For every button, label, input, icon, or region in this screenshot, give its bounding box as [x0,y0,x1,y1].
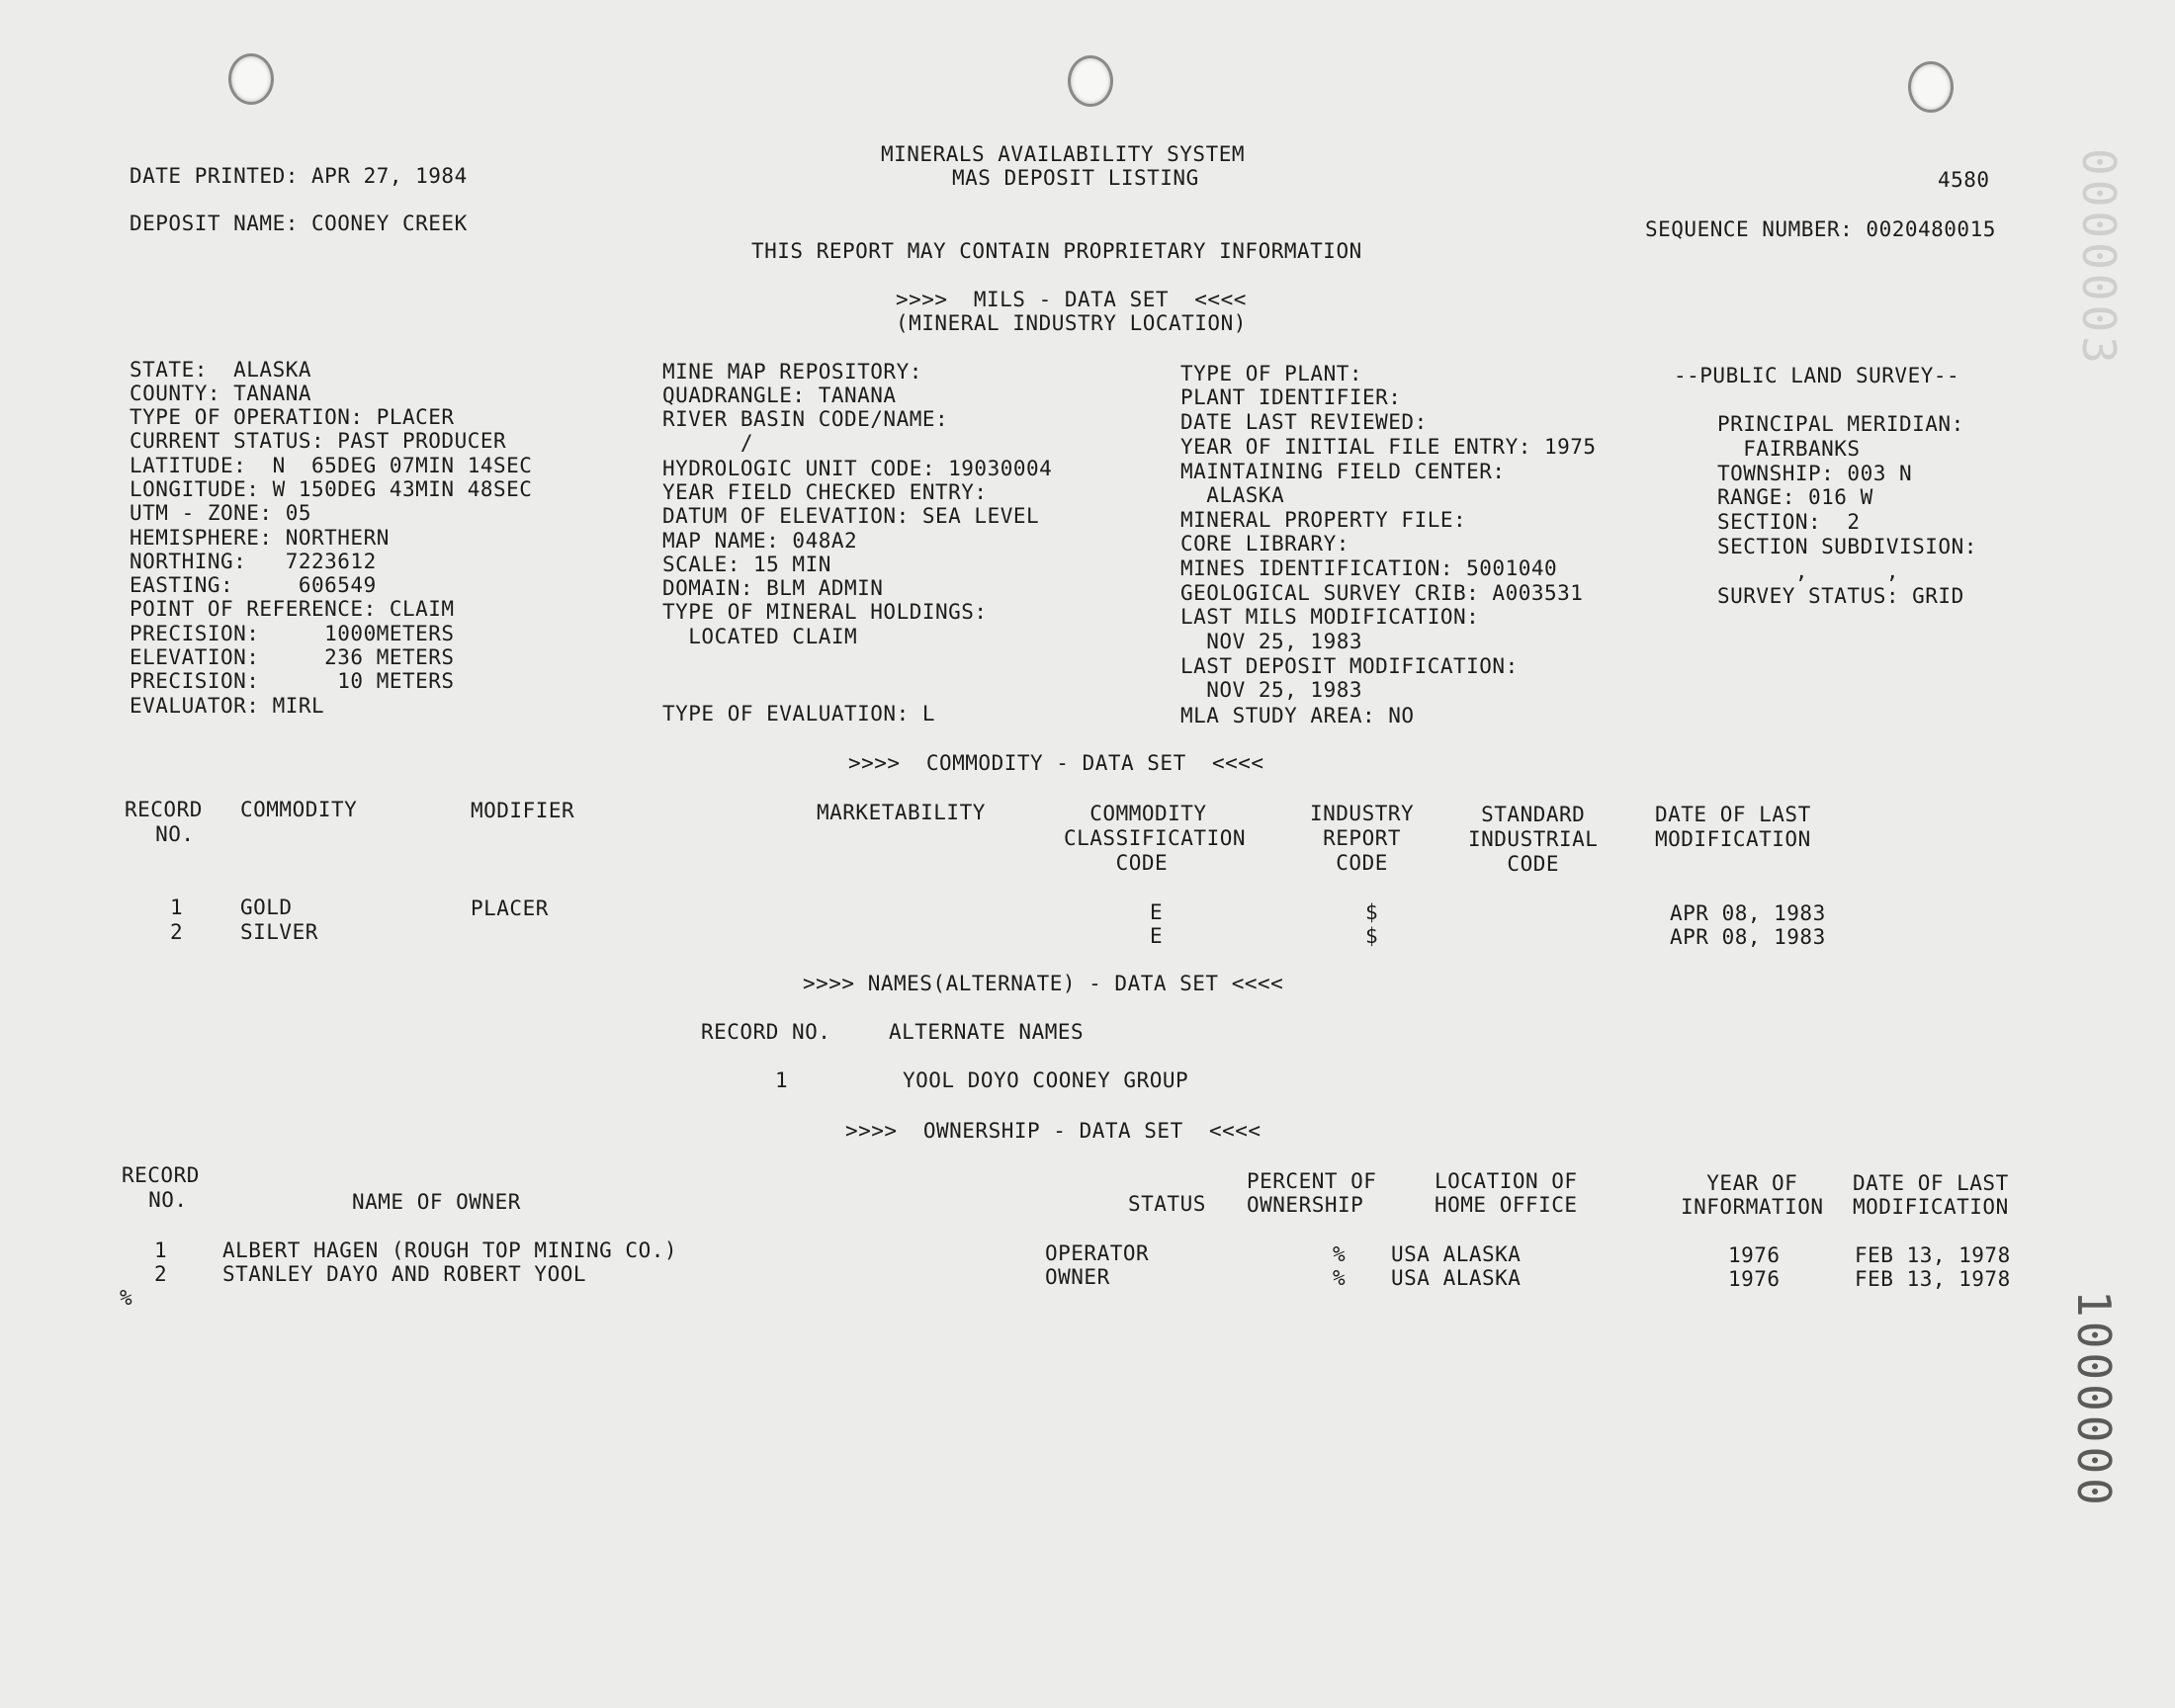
col-percent: PERCENT OF [1247,1169,1377,1193]
mils-subheading: (MINERAL INDUSTRY LOCATION) [896,311,1247,335]
mils-heading: >>>> MILS - DATA SET <<<< [896,288,1247,311]
mils-field: MAP NAME: 048A2 [662,529,858,553]
cell-record-no: 1 [775,1068,789,1092]
col-classification: COMMODITY [1064,802,1207,825]
mils-field: TYPE OF OPERATION: PLACER [130,405,455,429]
cell-percent: % [1333,1266,1347,1290]
cell-modifier: PLACER [471,897,549,920]
mils-field: CURRENT STATUS: PAST PRODUCER [130,429,507,453]
col-location: HOME OFFICE [1435,1193,1578,1217]
mils-field: DATUM OF ELEVATION: SEA LEVEL [662,504,1040,528]
survey-field: RANGE: 016 W [1717,485,1873,509]
col-year: YEAR OF [1681,1171,1798,1195]
col-sic: STANDARD [1468,803,1586,826]
listing-title: MAS DEPOSIT LISTING [952,166,1199,190]
proprietary-notice: THIS REPORT MAY CONTAIN PROPRIETARY INFORMATION [751,239,1362,263]
mils-field: ALASKA [1180,483,1285,507]
mils-field: LONGITUDE: W 150DEG 43MIN 48SEC [130,477,533,501]
mils-field: NOV 25, 1983 [1180,630,1363,653]
mils-field: HEMISPHERE: NORTHERN [130,526,390,550]
cell-status: OPERATOR [1045,1241,1150,1265]
col-alternate-names: ALTERNATE NAMES [889,1020,1085,1044]
col-location: LOCATION OF [1435,1169,1578,1193]
cell-industry-code: $ [1365,900,1379,924]
mils-field: PRECISION: 1000METERS [130,622,455,645]
col-record: RECORD [125,798,203,821]
system-title: MINERALS AVAILABILITY SYSTEM [881,142,1246,166]
mils-field: STATE: ALASKA [130,358,312,382]
mils-field: EVALUATOR: MIRL [130,694,325,718]
mils-field: POINT OF REFERENCE: CLAIM [130,597,455,621]
end-marker: % [120,1286,133,1310]
col-record-no: RECORD NO. [701,1020,831,1044]
mils-field: DATE LAST REVIEWED: [1180,410,1428,434]
cell-year: 1976 [1728,1243,1781,1267]
col-owner-name: NAME OF OWNER [352,1190,521,1214]
mils-field: HYDROLOGIC UNIT CODE: 19030004 [662,457,1053,480]
cell-industry-code: $ [1365,924,1379,948]
mils-field: LOCATED CLAIM [662,625,858,648]
type-of-evaluation: TYPE OF EVALUATION: L [662,702,936,726]
col-industry: CODE [1310,851,1388,875]
cell-class-code: E [1150,900,1164,924]
col-marketability: MARKETABILITY [817,801,986,824]
commodity-heading: >>>> COMMODITY - DATA SET <<<< [848,751,1264,775]
cell-date: APR 08, 1983 [1670,901,1826,925]
col-date: DATE OF LAST [1853,1171,2009,1195]
col-modifier: MODIFIER [471,799,575,822]
deposit-name: DEPOSIT NAME: COONEY CREEK [130,212,468,235]
cell-owner-name: ALBERT HAGEN (ROUGH TOP MINING CO.) [222,1238,678,1262]
cell-class-code: E [1150,924,1164,948]
col-industry: INDUSTRY [1310,802,1415,825]
mils-field: LAST MILS MODIFICATION: [1180,605,1480,629]
col-record: NO. [135,1188,188,1212]
mils-field: MAINTAINING FIELD CENTER: [1180,460,1506,483]
col-sic: INDUSTRIAL [1468,827,1599,851]
mils-field: SCALE: 15 MIN [662,553,831,576]
col-date: DATE OF LAST [1655,803,1811,826]
cell-percent: % [1333,1242,1347,1266]
cell-record-no: 2 [154,1262,168,1286]
mils-field: CORE LIBRARY: [1180,532,1349,555]
names-heading: >>>> NAMES(ALTERNATE) - DATA SET <<<< [803,972,1284,995]
mils-field: NORTHING: 7223612 [130,550,377,573]
col-sic: CODE [1468,852,1560,876]
mils-field: DOMAIN: BLM ADMIN [662,576,884,600]
survey-field: SURVEY STATUS: GRID [1717,584,1964,608]
col-classification: CLASSIFICATION [1064,826,1247,850]
survey-field: PRINCIPAL MERIDIAN: [1717,412,1964,436]
cell-year: 1976 [1728,1267,1781,1291]
mils-field: TYPE OF MINERAL HOLDINGS: [662,600,988,624]
survey-field: FAIRBANKS [1717,437,1861,461]
ownership-heading: >>>> OWNERSHIP - DATA SET <<<< [845,1119,1262,1143]
col-record: NO. [142,822,195,846]
mils-field: UTM - ZONE: 05 [130,501,312,525]
mils-field: TYPE OF PLANT: [1180,362,1363,385]
cell-record-no: 1 [154,1238,168,1262]
mils-field: COUNTY: TANANA [130,382,312,405]
cell-date: APR 08, 1983 [1670,925,1826,949]
mils-field: PLANT IDENTIFIER: [1180,385,1402,409]
col-classification: CODE [1064,851,1169,875]
cell-commodity: SILVER [240,920,318,944]
col-date: MODIFICATION [1853,1195,2009,1219]
mils-field: LAST DEPOSIT MODIFICATION: [1180,654,1519,678]
cell-location: USA ALASKA [1391,1266,1522,1290]
mils-field: LATITUDE: N 65DEG 07MIN 14SEC [130,454,533,477]
mils-field: ELEVATION: 236 METERS [130,645,455,669]
mils-field: MINERAL PROPERTY FILE: [1180,508,1467,532]
cell-commodity: GOLD [240,896,293,919]
col-industry: REPORT [1310,826,1402,850]
mils-field: QUADRANGLE: TANANA [662,384,897,407]
col-date: MODIFICATION [1655,827,1811,851]
survey-field: TOWNSHIP: 003 N [1717,462,1913,485]
binder-hole-left [228,53,274,105]
cell-record-no: 2 [170,920,184,944]
survey-field: SECTION: 2 [1717,510,1861,534]
cell-alternate-name: YOOL DOYO COONEY GROUP [903,1068,1189,1092]
col-year: INFORMATION [1681,1195,1824,1219]
mils-field: MLA STUDY AREA: NO [1180,704,1415,727]
cell-owner-name: STANLEY DAYO AND ROBERT YOOL [222,1262,587,1286]
side-stamp: 1000000 [2067,1290,2121,1509]
col-percent: OWNERSHIP [1247,1193,1364,1217]
binder-hole-center [1068,55,1113,107]
survey-field: , , [1717,559,1900,583]
sequence-number: SEQUENCE NUMBER: 0020480015 [1645,217,1996,241]
binder-hole-right [1908,61,1954,113]
survey-heading: --PUBLIC LAND SURVEY-- [1674,364,1960,387]
cell-date: FEB 13, 1978 [1855,1243,2011,1267]
mils-field: GEOLOGICAL SURVEY CRIB: A003531 [1180,581,1584,605]
col-record: RECORD [122,1163,200,1187]
col-commodity: COMMODITY [240,798,358,821]
date-printed: DATE PRINTED: APR 27, 1984 [130,164,468,188]
cell-status: OWNER [1045,1265,1110,1289]
mils-field: / [662,431,754,455]
faint-side-stamp: 0000003 [2072,148,2126,368]
mils-field: YEAR OF INITIAL FILE ENTRY: 1975 [1180,435,1597,459]
mils-field: EASTING: 606549 [130,573,377,597]
mils-field: PRECISION: 10 METERS [130,669,455,693]
cell-record-no: 1 [170,896,184,919]
col-status: STATUS [1128,1192,1206,1216]
mils-field: YEAR FIELD CHECKED ENTRY: [662,480,988,504]
mils-field: MINE MAP REPOSITORY: [662,360,922,384]
mils-field: NOV 25, 1983 [1180,678,1363,702]
mils-field: RIVER BASIN CODE/NAME: [662,407,949,431]
cell-date: FEB 13, 1978 [1855,1267,2011,1291]
cell-location: USA ALASKA [1391,1242,1522,1266]
page-number: 4580 [1938,168,1990,192]
mils-field: MINES IDENTIFICATION: 5001040 [1180,556,1558,580]
survey-field: SECTION SUBDIVISION: [1717,535,1977,558]
